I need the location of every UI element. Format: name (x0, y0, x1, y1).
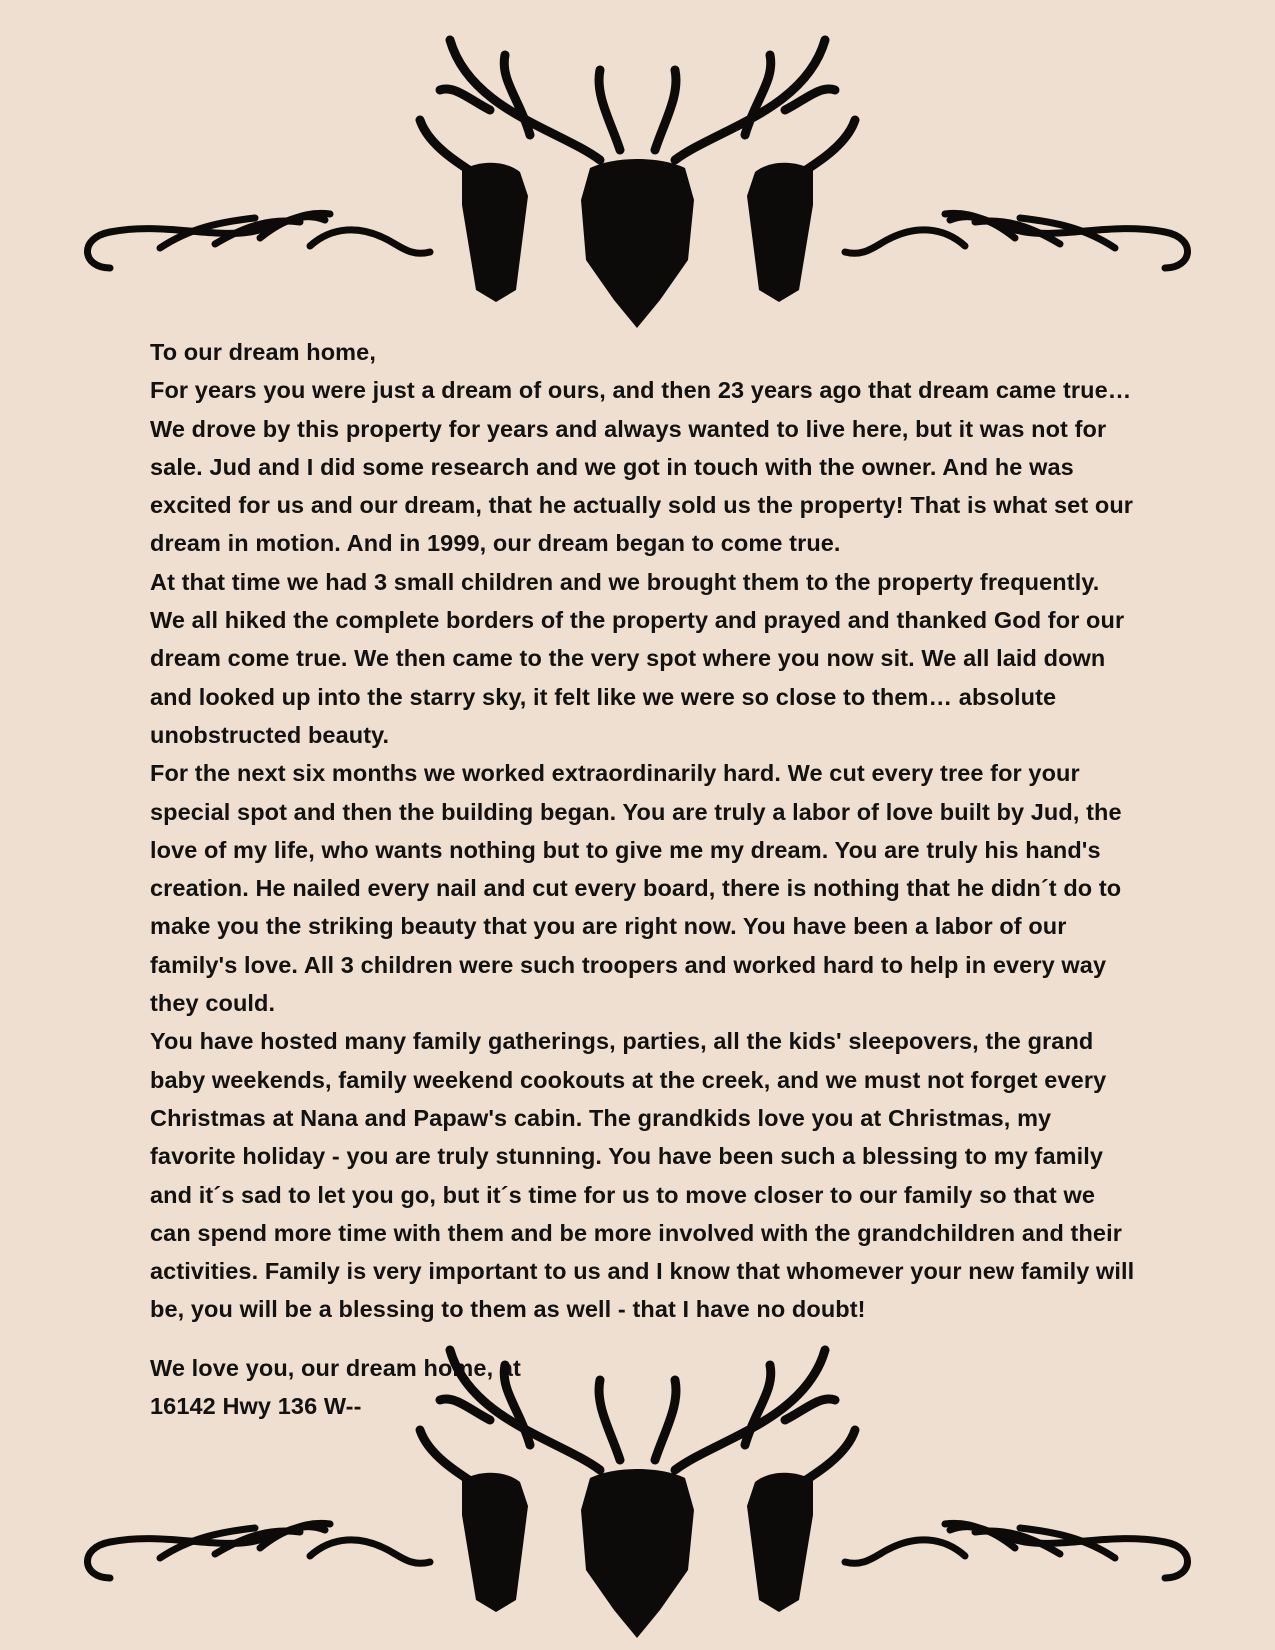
letter-paragraph: For years you were just a dream of ours, and then 23 years ago that dream came true… (150, 377, 1132, 404)
letter-address: 16142 Hwy 136 W-- (150, 1393, 362, 1420)
letter-paragraph: For the next six months we worked extraordinarily hard. We cut every tree for your special spot and then the building began. You are truly a labor of love built by Jud, the love of my life, who wants nothing but to give me my dream. You are truly his hand's creation. He nailed every nail and cut every board, there is nothing that he didn´t do to make you the striking beauty that you are right now. You have been a labor of our family's love. All 3 children were such troopers and worked hard to help in every way they could. (150, 760, 1122, 1017)
letter-paragraph: We drove by this property for years and always wanted to live here, but it was not for sale. Jud and I did some research and we got in touch with the owner. And he was excited for us and our dream, that he actually sold us the property! That is what set our dream in motion. And in 1999, our dream began to come true. (150, 415, 1134, 557)
deer-heads-ornament-top-icon (0, 0, 1275, 330)
letter-salutation: To our dream home, (150, 339, 376, 365)
letter-closing: We love you, our dream home, at (150, 1354, 521, 1381)
letter-paragraph: You have hosted many family gatherings, parties, all the kids' sleepovers, the grand baby weekends, family weekend cookouts at the creek, and we must not forget every Christmas at Nana and Papaw's cabin. The grandkids love you at Christmas, my favorite holiday - you are truly stunning. You have been such a blessing to my family and it´s sad to let you go, but it´s time for us to move closer to our family so that we can spend more time with them and be more involved with the grandchildren and their activities. Family is very important to us and I know that whomever your new family will be, you will be a blessing to them as well - that I have no doubt! (150, 1028, 1135, 1323)
letter-body (150, 333, 1135, 1425)
deer-heads-ornament-bottom-icon (0, 1310, 1275, 1640)
letter-paragraph: At that time we had 3 small children and we brought them to the property frequently. We all hiked the complete borders of the property and prayed and thanked God for our dream come true. We then came to the very spot where you now sit. We all laid down and looked up into the starry sky, it felt like we were so close to them… absolute unobstructed beauty. (150, 568, 1125, 748)
